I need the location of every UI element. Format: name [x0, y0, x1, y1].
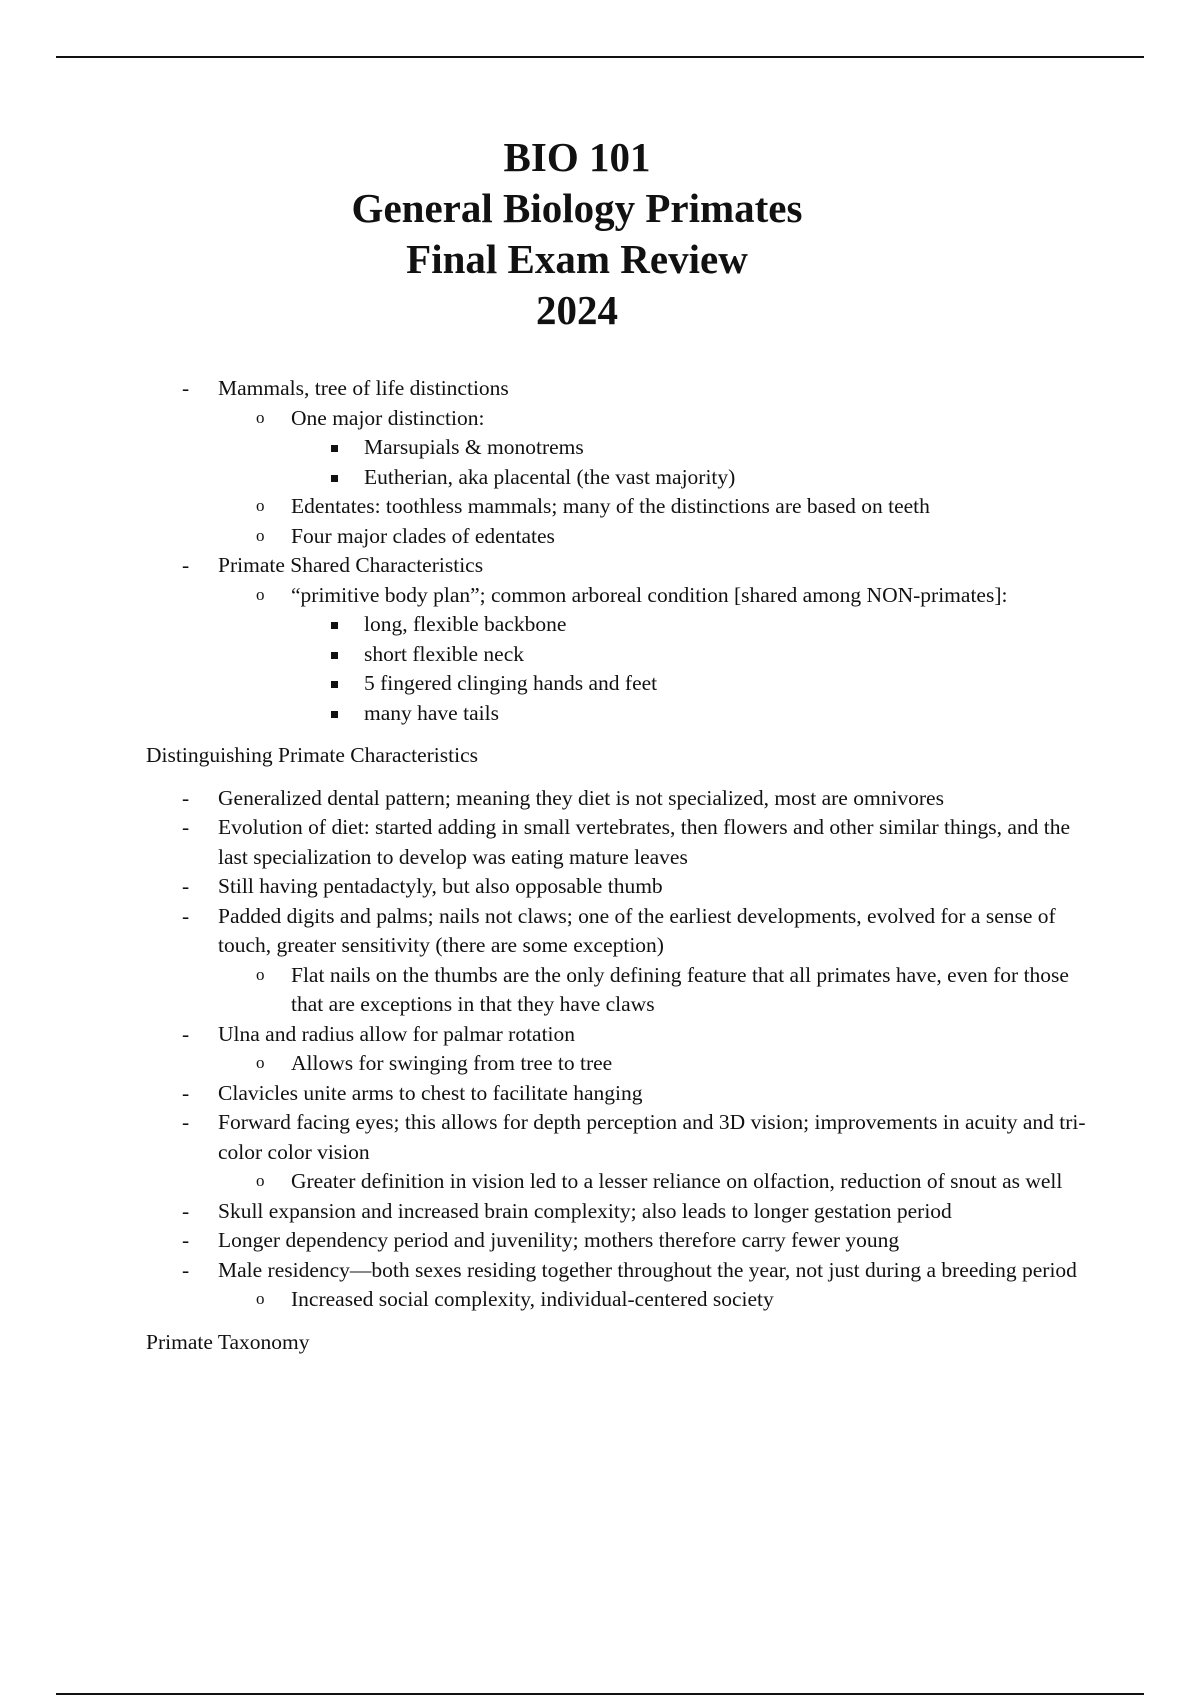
- section-heading-distinguishing: Distinguishing Primate Characteristics: [146, 743, 479, 767]
- top-rule: [56, 56, 1144, 58]
- outline-item-level-1: - Ulna and radius allow for palmar rotation: [0, 1020, 1200, 1050]
- outline-item-level-1: - Male residency—both sexes residing together throughout the year, not just during a breeding period: [0, 1256, 1200, 1286]
- outline-item-level-1: - Clavicles unite arms to chest to facilitate hanging: [0, 1079, 1200, 1109]
- outline-item-level-2: o One major distinction:: [0, 404, 1200, 434]
- outline-item-level-1: - Primate Shared Characteristics: [0, 551, 1200, 581]
- outline-item-level-1: - Forward facing eyes; this allows for depth perception and 3D vision; improvements in acuity and tri-color color vision: [0, 1108, 1200, 1167]
- outline-item-level-3: Eutherian, aka placental (the vast majority): [0, 463, 1200, 493]
- outline-item-level-1: - Generalized dental pattern; meaning they diet is not specialized, most are omnivores: [0, 784, 1200, 814]
- bottom-rule: [56, 1693, 1144, 1695]
- document-title: [0, 132, 1154, 336]
- outline-item-level-3: long, flexible backbone: [0, 610, 1200, 640]
- title-line: 2024: [536, 287, 618, 333]
- outline-item-level-2: o Greater definition in vision led to a lesser reliance on olfaction, reduction of snout as well: [0, 1167, 1200, 1197]
- outline-item-level-2: o Edentates: toothless mammals; many of the distinctions are based on teeth: [0, 492, 1200, 522]
- outline-item-level-1: - Skull expansion and increased brain complexity; also leads to longer gestation period: [0, 1197, 1200, 1227]
- outline-item-level-1: - Mammals, tree of life distinctions: [0, 374, 1200, 404]
- distinguishing-characteristics-list: [0, 784, 1200, 1315]
- document-body: [0, 374, 1200, 1370]
- title-line: Final Exam Review: [406, 236, 748, 282]
- outline-item-level-2: o Flat nails on the thumbs are the only defining feature that all primates have, even for those that are exceptions in that they have claws: [0, 961, 1200, 1020]
- outline-item-level-2: o Allows for swinging from tree to tree: [0, 1049, 1200, 1079]
- outline-item-level-3: short flexible neck: [0, 640, 1200, 670]
- outline-item-level-3: 5 fingered clinging hands and feet: [0, 669, 1200, 699]
- outline-item-level-1: - Longer dependency period and juvenility; mothers therefore carry fewer young: [0, 1226, 1200, 1256]
- outline-item-level-1: - Evolution of diet: started adding in small vertebrates, then flowers and other similar things, and the last specialization to develop was eating mature leaves: [0, 813, 1200, 872]
- mammals-outline-list: [0, 374, 1200, 728]
- outline-item-level-1: - Still having pentadactyly, but also opposable thumb: [0, 872, 1200, 902]
- title-line: BIO 101: [503, 134, 651, 180]
- section-heading-taxonomy: Primate Taxonomy: [146, 1329, 310, 1354]
- outline-item-level-3: Marsupials & monotrems: [0, 433, 1200, 463]
- outline-item-level-2: o Four major clades of edentates: [0, 522, 1200, 552]
- outline-item-level-2: o “primitive body plan”; common arboreal condition [shared among NON-primates]:: [0, 581, 1200, 611]
- outline-item-level-1: - Padded digits and palms; nails not claws; one of the earliest developments, evolved for a sense of touch, greater sensitivity (there are some exception): [0, 902, 1200, 961]
- title-line: General Biology Primates: [351, 185, 803, 231]
- outline-item-level-3: many have tails: [0, 699, 1200, 729]
- outline-item-level-2: o Increased social complexity, individual-centered society: [0, 1285, 1200, 1315]
